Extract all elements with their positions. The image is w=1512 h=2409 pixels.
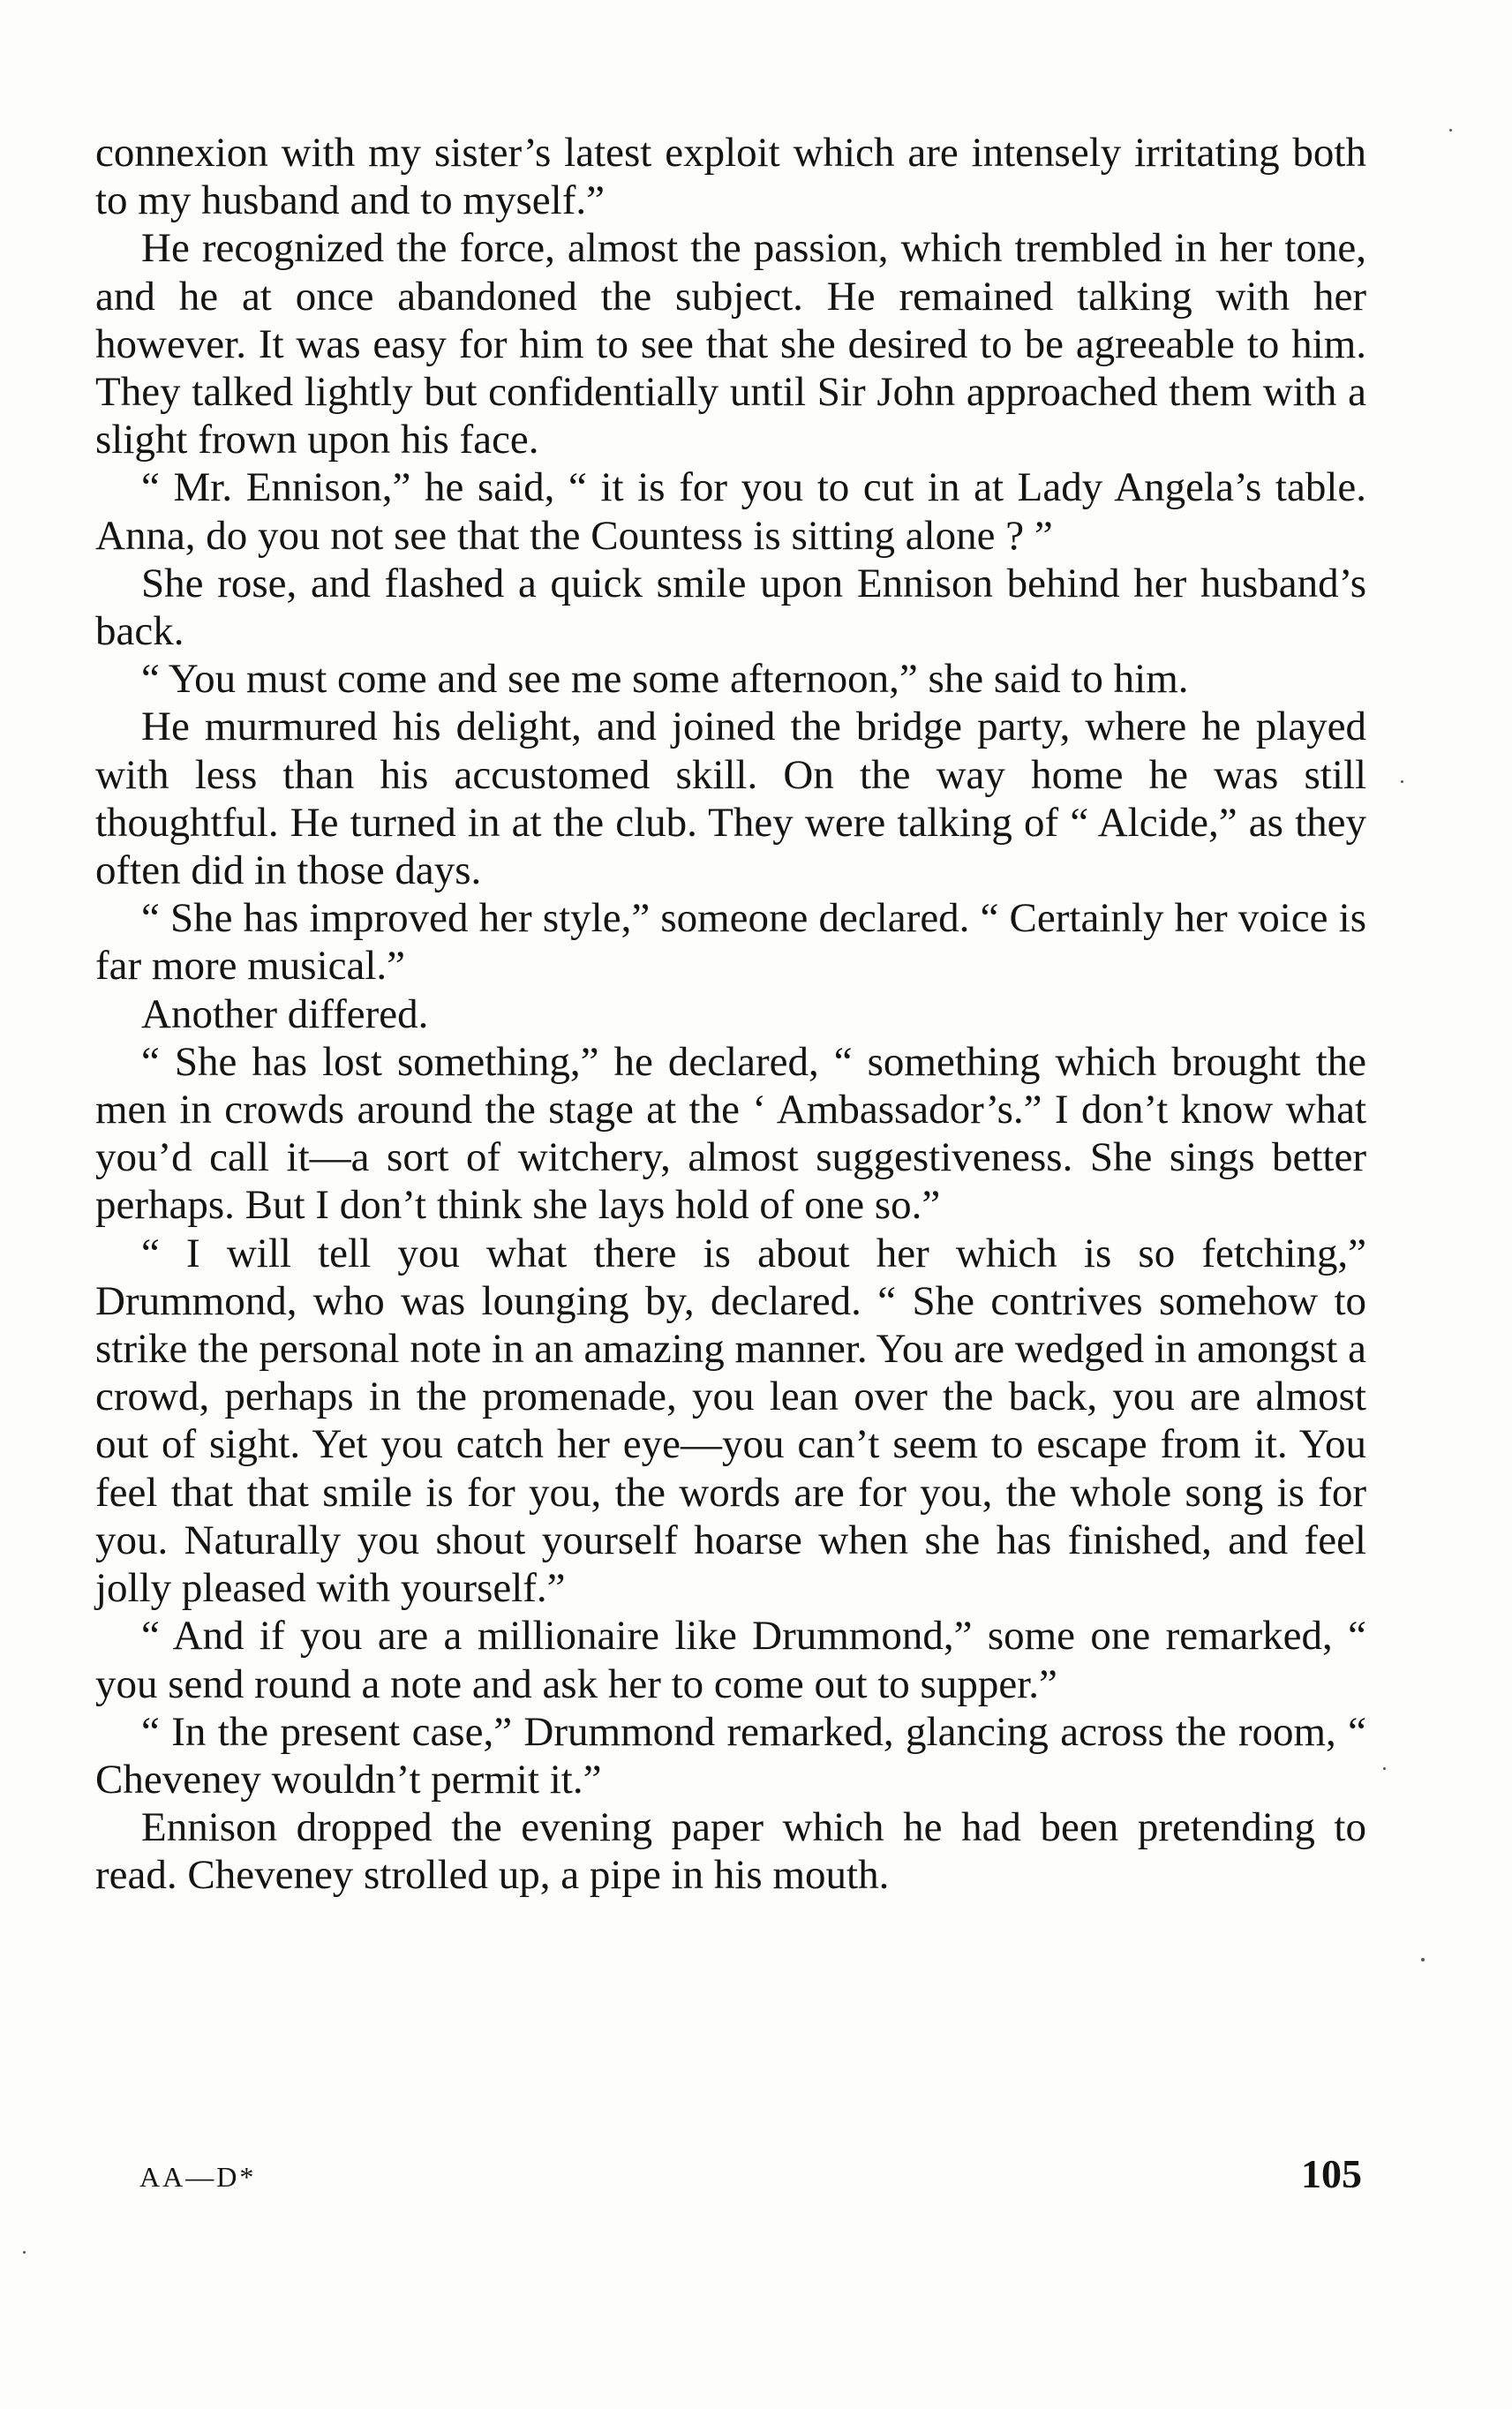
body-text	[95, 129, 1366, 1900]
paragraph-10: “ I will tell you what there is about her which is so fetching,” Drummond, who was lounging by, declared. “ She contrives somehow to strike the personal note in an amazing manner. You are wedged in amongst a crowd, perhaps in the promenade, you lean over the back, you are almost out of sight. Yet you catch her eye—you can’t seem to escape from it. You feel that that smile is for you, the words are for you, the whole song is for you. Naturally you shout yourself hoarse when she has finished, and feel jolly pleased with yourself.”	[95, 1230, 1366, 1612]
paragraph-6: He murmured his delight, and joined the bridge party, where he played with less than his accustomed skill. On the way home he was still thoughtful. He turned in at the club. They were talking of “ Alcide,” as they often did in those days.	[95, 704, 1366, 894]
paragraph-8: Another differed.	[141, 990, 429, 1037]
paragraph-12: “ In the present case,” Drummond remarked, glancing across the room, “ Cheveney wouldn’t permit it.”	[95, 1708, 1366, 1803]
signature-mark: AA—D*	[139, 2161, 257, 2193]
paragraph-3: “ Mr. Ennison,” he said, “ it is for you to cut in at Lady Angela’s table. Anna, do you not see that the Countess is sitting alone ? ”	[95, 464, 1366, 559]
paragraph-11: “ And if you are a millionaire like Drummond,” some one remarked, “ you send round a note and ask her to come out to supper.”	[95, 1613, 1366, 1707]
paragraph-1: connexion with my sister’s latest exploit which are intensely irritating both to my husband and to myself.”	[95, 130, 1366, 224]
paragraph-4: She rose, and flashed a quick smile upon Ennison behind her husband’s back.	[95, 560, 1366, 655]
scan-speck	[23, 2251, 26, 2254]
scan-speck	[1421, 1958, 1425, 1961]
page-number: 105	[1301, 2151, 1362, 2196]
scan-speck	[1449, 129, 1452, 132]
paragraph-13: Ennison dropped the evening paper which he had been pretending to read. Cheveney strolled up, a pipe in his mouth.	[95, 1804, 1366, 1899]
scan-speck	[1401, 780, 1403, 783]
paragraph-5: “ You must come and see me some afternoon,” she said to him.	[141, 656, 1189, 703]
paragraph-7: “ She has improved her style,” someone declared. “ Certainly her voice is far more musical.”	[95, 895, 1366, 990]
paragraph-9: “ She has lost something,” he declared, “ something which brought the men in crowds around the stage at the ‘ Ambassador’s.” I don’t know what you’d call it—a sort of witchery, almost suggestiveness. She sings better perhaps. But I don’t think she lays hold of one so.”	[95, 1038, 1366, 1229]
paragraph-2: He recognized the force, almost the passion, which trembled in her tone, and he at once abandoned the subject. He remained talking with her however. It was easy for him to see that she desired to be agreeable to him. They talked lightly but confidentially until Sir John approached them with a slight frown upon his face.	[95, 225, 1366, 463]
scan-speck	[1383, 1767, 1386, 1770]
